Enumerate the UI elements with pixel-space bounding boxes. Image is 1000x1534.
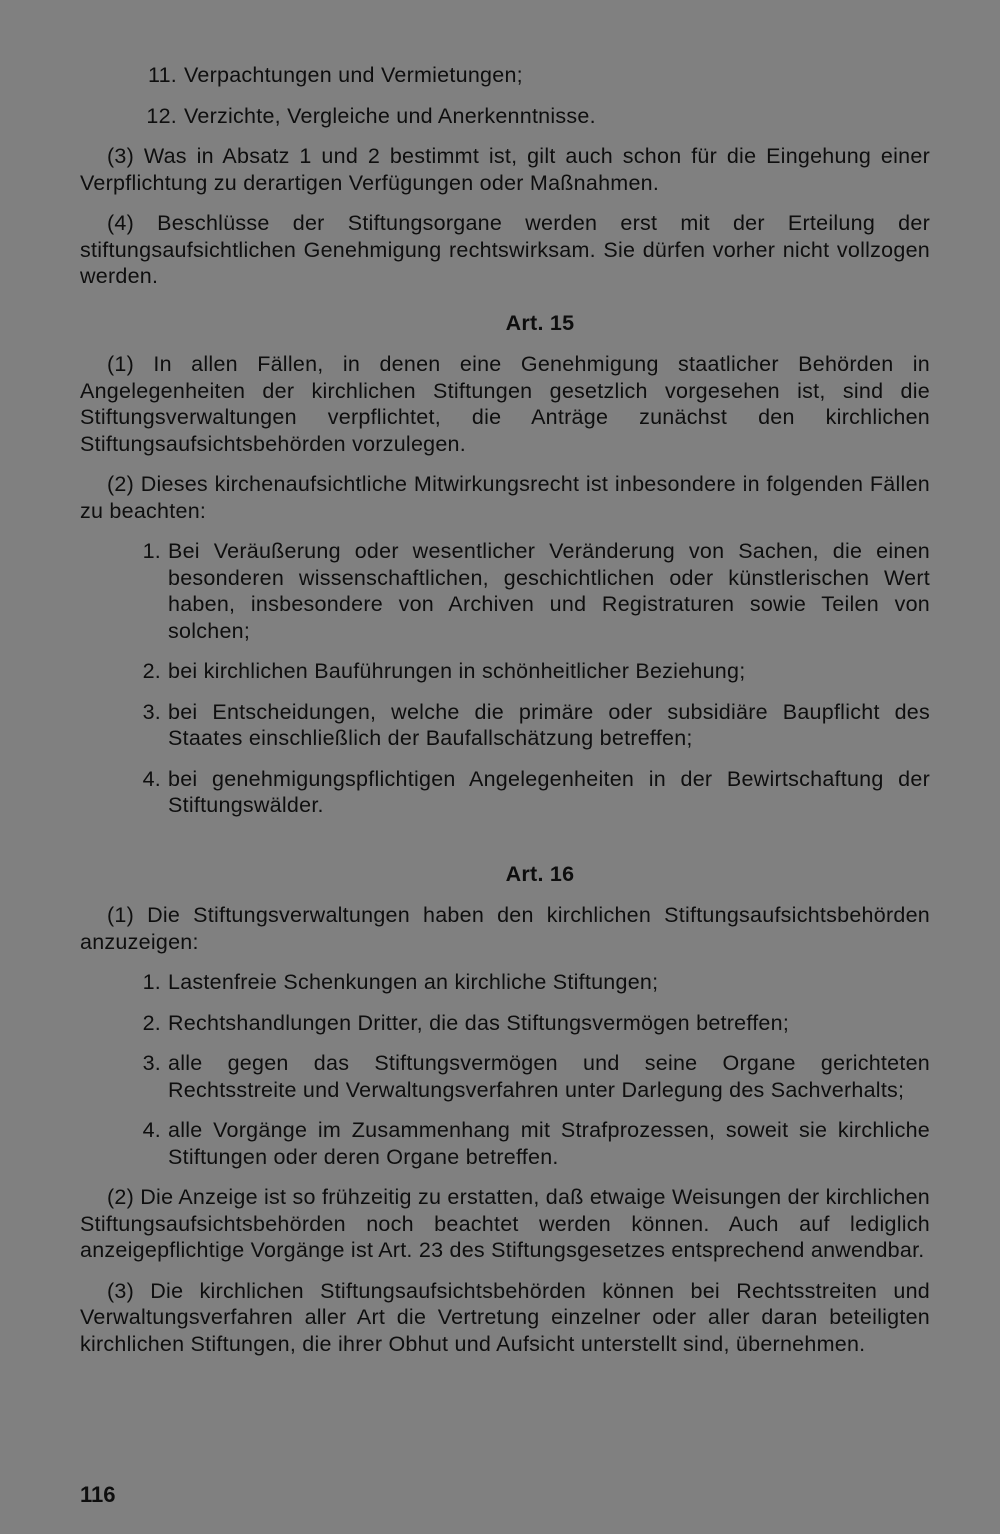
list-item-number: 12. xyxy=(146,103,177,128)
article-16-paragraph-1: (1) Die Stiftungsverwaltungen haben den kirchlichen Stiftungsaufsichtsbehörden anzuzeigen: xyxy=(80,903,930,954)
list-item xyxy=(80,766,930,819)
document-page xyxy=(80,62,930,1371)
list-item xyxy=(80,1117,930,1170)
list-item-number: 2. xyxy=(142,659,161,683)
list-item-text: alle gegen das Stiftungsvermögen und seine Organe gerichteten Rechtsstreite und Verwaltungsverfahren unter Darlegung des Sachverhalts; xyxy=(168,1051,930,1102)
article-16-list xyxy=(80,969,930,1170)
list-item-text: Verzichte, Vergleiche und Anerkenntnisse. xyxy=(184,103,596,128)
article-15-paragraph-2: (2) Dieses kirchenaufsichtliche Mitwirkungsrecht ist inbesondere in folgenden Fällen zu beachten: xyxy=(80,472,930,523)
list-item xyxy=(80,103,930,130)
article-16-heading: Art. 16 xyxy=(505,861,575,886)
list-item xyxy=(80,538,930,644)
list-item-number: 3. xyxy=(142,699,161,724)
list-item xyxy=(80,658,930,685)
list-item-number: 4. xyxy=(142,1118,161,1142)
list-item-text: bei Entscheidungen, welche die primäre oder subsidiäre Baupflicht des Staates einschließlich der Baufallschätzung betreffen; xyxy=(168,699,930,750)
article-16-paragraph-2: (2) Die Anzeige ist so frühzeitig zu erstatten, daß etwaige Weisungen der kirchlichen Stiftungsaufsichtsbehörden noch beachtet werden können. Auch auf lediglich anzeigepflichtige Vorgänge ist Art. 23 des Stiftungsgesetzes entsprechend anwendbar. xyxy=(80,1185,930,1262)
article-15-paragraph-1: (1) In allen Fällen, in denen eine Genehmigung staatlicher Behörden in Angelegenheiten der kirchlichen Stiftungen gesetzlich vorgesehen ist, sind die Stiftungsverwaltungen verpflichtet, die Anträge zunächst den kirchlichen Stiftungsaufsichtsbehörden vorzulegen. xyxy=(80,352,930,456)
article-15-heading: Art. 15 xyxy=(505,310,575,335)
list-item-text: bei kirchlichen Bauführungen in schönheitlicher Beziehung; xyxy=(168,659,746,683)
paragraph-3: (3) Was in Absatz 1 und 2 bestimmt ist, gilt auch schon für die Eingehung einer Verpflichtung zu derartigen Verfügungen oder Maßnahmen. xyxy=(80,144,930,195)
page-number: 116 xyxy=(80,1482,116,1507)
list-item xyxy=(80,969,930,996)
list-item xyxy=(80,1050,930,1103)
list-item-text: Lastenfreie Schenkungen an kirchliche Stiftungen; xyxy=(168,970,659,994)
list-item-number: 2. xyxy=(142,1010,161,1035)
list-item-number: 3. xyxy=(142,1051,161,1075)
list-item-number: 4. xyxy=(142,766,161,791)
list-item xyxy=(80,62,930,89)
list-item-text: Rechtshandlungen Dritter, die das Stiftungsvermögen betreffen; xyxy=(168,1010,790,1035)
list-item-number: 1. xyxy=(142,970,161,994)
list-item xyxy=(80,1010,930,1037)
list-item-number: 1. xyxy=(142,539,161,563)
list-item-text: alle Vorgänge im Zusammenhang mit Strafprozessen, soweit sie kirchliche Stiftungen oder deren Organe betreffen. xyxy=(168,1118,930,1169)
list-item-number: 11. xyxy=(147,63,177,87)
list-item-text: Bei Veräußerung oder wesentlicher Veränderung von Sachen, die einen besonderen wissenschaftlichen, geschichtlichen oder künstlerischen Wert haben, insbesondere von Archiven und Registraturen sowie Teilen von solchen; xyxy=(168,539,930,643)
continued-list xyxy=(80,62,930,129)
list-item-text: bei genehmigungspflichtigen Angelegenheiten in der Bewirtschaftung der Stiftungswälder. xyxy=(168,766,930,817)
article-15-list xyxy=(80,538,930,819)
paragraph-4: (4) Beschlüsse der Stiftungsorgane werden erst mit der Erteilung der stiftungsaufsichtlichen Genehmigung rechtswirksam. Sie dürfen vorher nicht vollzogen werden. xyxy=(80,211,930,288)
article-16-paragraph-3: (3) Die kirchlichen Stiftungsaufsichtsbehörden können bei Rechtsstreiten und Verwaltungsverfahren aller Art die Vertretung einzelner oder aller daran beteiligten kirchlichen Stiftungen, die ihrer Obhut und Aufsicht unterstellt sind, übernehmen. xyxy=(80,1278,930,1356)
list-item-text: Verpachtungen und Vermietungen; xyxy=(184,63,523,87)
list-item xyxy=(80,699,930,752)
